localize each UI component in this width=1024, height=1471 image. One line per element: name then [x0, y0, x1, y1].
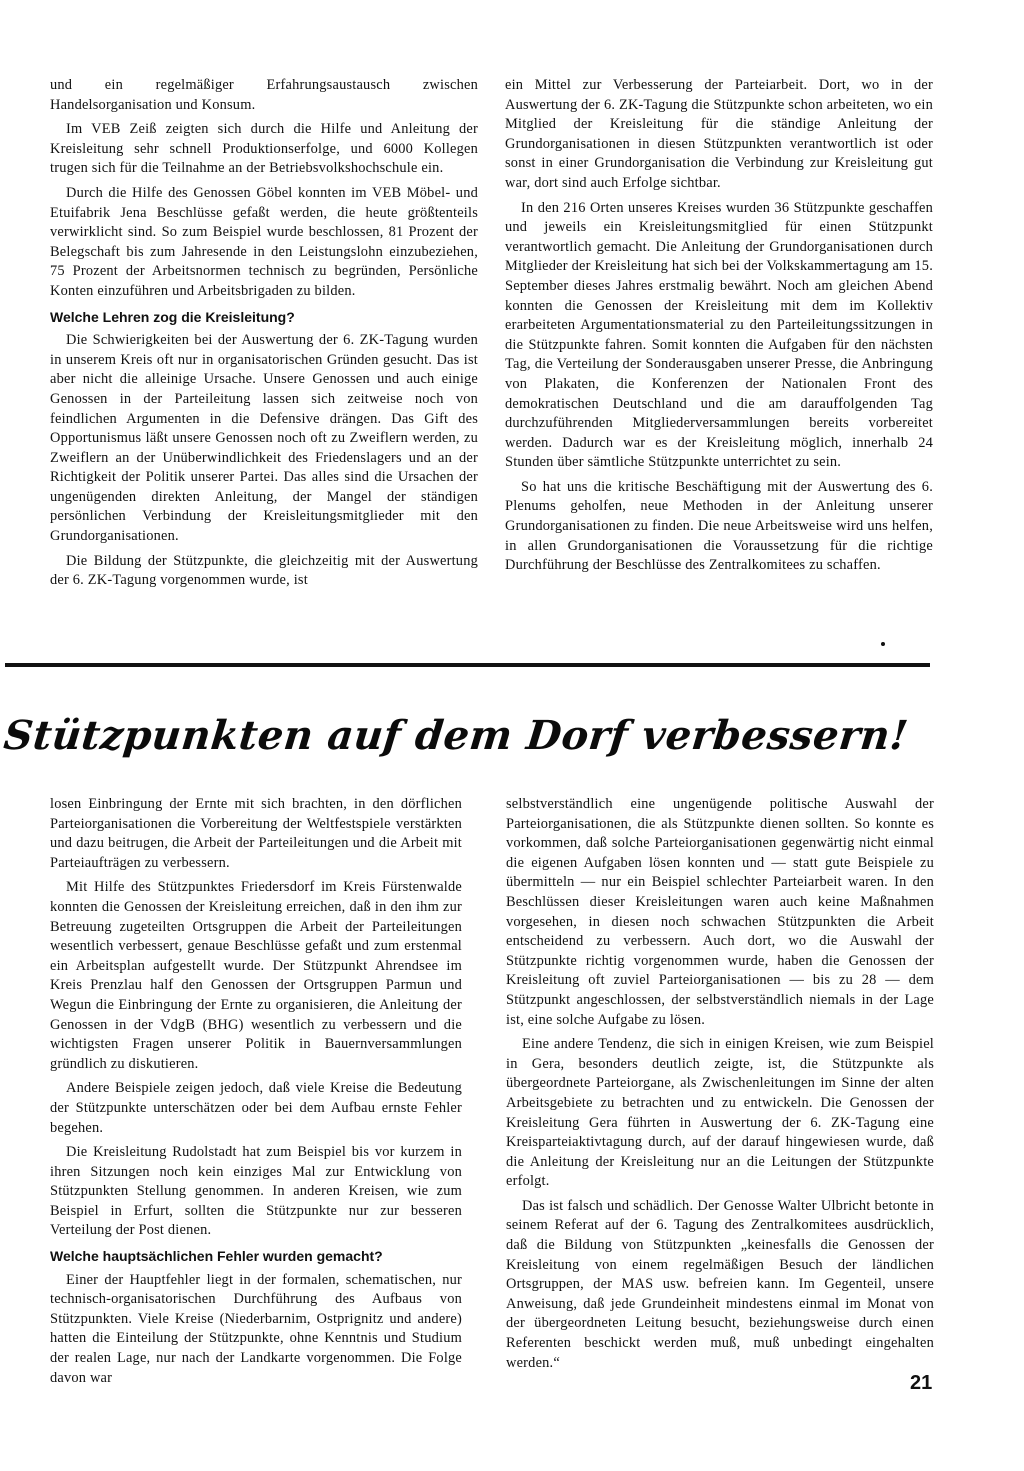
paragraph: losen Einbringung der Ernte mit sich brachten, in den dörflichen Parteiorganisationen die Vorbereitung der Weltfestspiele verstärkten und dazu beitrugen, die Arbeit der Parteileitungen und die Arbeit mit Parteiaufträgen zu verbessern.	[50, 796, 462, 871]
paragraph: In den 216 Orten unseres Kreises wurden 36 Stützpunkte geschaffen und jeweils ein Kreisleitungsmitglied für einen Stützpunkt verantwortlich gemacht. Die Anleitung der Grundorganisationen durch Mitglieder der Kreisleitung hat sich bei der Volkskammertagung am 15. September dieses Jahres erstmalig bewährt. Noch am gleichen Abend konnten die Genossen der Kreisleitung mit dem im Kollektiv erarbeiteten Argumentationsmaterial zu den Parteileitungssitzungen in die Stützpunkte fahren. Somit konnten die Aufgaben für den nächsten Tag, die Verteilung der Sonderausgaben unserer Presse, die Anbringung von Plakaten, die Konferenzen der Nationalen Front des demokratischen Deutschland und die am darauffolgenden Tag durchzuführenden Mitgliederversammlungen bereits vorbereitet werden. Dadurch war es der Kreisleitung möglich, innerhalb 24 Stunden über sämtliche Stützpunkte unterrichtet zu sein.	[505, 199, 933, 471]
paragraph: Das ist falsch und schädlich. Der Genosse Walter Ulbricht betonte in seinem Referat auf der 6. Tagung des Zentralkomitees ausdrücklich, daß die Bildung von Stützpunkten „keinesfalls die Genossen der Kreisleitung von einem regelmäßigen Besuch der ländlichen Ortsgruppen, der MAS usw. befreien kann. Im Gegenteil, unsere Anweisung, daß jede Grundeinheit mindestens einmal im Monat von der übergeordneten Leitung besucht, beziehungsweise durch einen Referenten beschickt werden muß, muß unbedingt eingehalten werden.“	[506, 1197, 934, 1371]
paragraph: Die Kreisleitung Rudolstadt hat zum Beispiel bis vor kurzem in ihren Sitzungen noch kein einziges Mal zur Entwicklung von Stützpunkten Stellung genommen. In anderen Kreisen, wie zum Beispiel in Erfurt, sollten die Stützpunkte nur zur besseren Verteilung der Post dienen.	[50, 1144, 462, 1239]
page-number: 21	[910, 1372, 933, 1394]
paragraph: Andere Beispiele zeigen jedoch, daß viele Kreise die Bedeutung der Stützpunkte unterschätzen oder bei dem Aufbau ernste Fehler begehen.	[50, 1080, 462, 1136]
paragraph: Mit Hilfe des Stützpunktes Friedersdorf im Kreis Fürstenwalde konnten die Genossen der Kreisleitung erreichen, daß in den ihm zur Betreuung zugeteilten Ortsgruppen die Arbeit der Parteileitungen wesentlich verbessert, genaue Beschlüsse gefaßt und zum erstenmal ein Arbeitsplan aufgestellt wurde. Der Stützpunkt Ahrendsee im Kreis Prenzlau half den Genossen der Ortsgruppen Parmun und Wegun die Einbringung der Ernte zu organisieren, die Anleitung der Genossen in der VdgB (BHG) wesentlich zu verbessern und die wichtigsten Fragen unserer Politik in Bauernversammlungen gründlich zu diskutieren.	[50, 879, 462, 1072]
bottom-right-column	[506, 795, 934, 1378]
paragraph: Eine andere Tendenz, die sich in einigen Kreisen, wie zum Beispiel in Gera, besonders deutlich zeigte, ist, die Stützpunkte als übergeordnete Parteiorgane, als Zwischenleitungen im Sinne der alten Arbeitsgebiete zu betrachten und zu entwickeln. Die Genossen der Kreisleitung Gera führten in Auswertung der 6. ZK-Tagung eine Kreisparteiaktivtagung durch, auf der darauf hingewiesen wurde, daß die Anleitung der Kreisleitung nur an die Leitungen der Stützpunkte erfolgt.	[506, 1036, 934, 1190]
section-divider	[5, 663, 930, 667]
paragraph: Einer der Hauptfehler liegt in der formalen, schematischen, nur technisch-organisatorischen Durchführung des Aufbaus von Stützpunkten. Viele Kreise (Niederbarnim, Ostprignitz und andere) hatten die Einteilung der Stützpunkte, ohne Kenntnis und Studium der realen Lage, nur nach der Landkarte vorgenommen. Die Folge davon war	[50, 1271, 462, 1386]
paragraph: ein Mittel zur Verbesserung der Parteiarbeit. Dort, wo in der Auswertung der 6. ZK-Tagung die Stützpunkte schon arbeiteten, wo ein Mitglied der Kreisleitung für die ständige Anleitung der Grundorganisationen in diesen Stützpunkten verantwortlich ist oder sonst in einer Grundorganisation die Verbindung zur Kreisleitung gut war, dort sind auch Erfolge sichtbar.	[505, 77, 933, 191]
top-right-column	[505, 76, 933, 581]
bottom-left-column	[50, 795, 462, 1393]
section-heading: Welche Lehren zog die Kreisleitung?	[50, 308, 295, 325]
paragraph: und ein regelmäßiger Erfahrungsaustausch zwischen Handelsorganisation und Konsum.	[50, 77, 478, 113]
paragraph: Die Bildung der Stützpunkte, die gleichzeitig mit der Auswertung der 6. ZK-Tagung vorgenommen wurde, ist	[50, 552, 478, 589]
top-left-column	[50, 76, 478, 596]
paragraph: Durch die Hilfe des Genossen Göbel konnten im VEB Möbel- und Etuifabrik Jena Beschlüsse gefaßt werden, die heute größtenteils verwirklicht sind. So zum Beispiel wurde beschlossen, 81 Prozent der Belegschaft bis zum Jahresende in den Leistungslohn einzubeziehen, 75 Prozent der Arbeitsnormen technisch zu begründen, Persönliche Konten einzuführen und Arbeitsbrigaden zu bilden.	[50, 184, 478, 299]
article-headline: Stützpunkten auf dem Dorf verbessern!	[1, 712, 911, 759]
paragraph: So hat uns die kritische Beschäftigung mit der Auswertung des 6. Plenums geholfen, neue Methoden in der Anleitung unserer Grundorganisationen zu finden. Die neue Arbeitsweise wird uns helfen, in allen Grundorganisationen die Voraussetzung für die richtige Durchführung der Beschlüsse des Zentralkomitees zu schaffen.	[505, 478, 933, 574]
decorative-dot	[881, 642, 885, 646]
paragraph: selbstverständlich eine ungenügende politische Auswahl der Parteiorganisationen, die als Stützpunkte dienen sollten. So konnte es vorkommen, daß solche Parteiorganisationen gegenwärtig nicht einmal die eigenen Aufgaben lösen konnten und — statt gute Beispiele zu übermitteln — nur ein Beispiel schlechter Parteiarbeit waren. In den Beschlüssen dieser Kreisleitungen waren auch keine Maßnahmen vorgesehen, in diesen noch schwachen Stützpunkten die Arbeit entscheidend zu verbessern. Auch dort, wo die Auswahl der Stützpunkte richtig vorgenommen wurde, haben die Genossen der Kreisleitung oft zuviel Parteiorganisationen — bis zu 28 — dem Stützpunkt angeschlossen, der selbstverständlich niemals in der Lage ist, eine solche Aufgabe zu lösen.	[506, 796, 934, 1028]
paragraph: Im VEB Zeiß zeigten sich durch die Hilfe und Anleitung der Kreisleitung sehr schnell Produktionserfolge, und 6000 Kollegen trugen sich für die Teilnahme an der Betriebsvolkshochschule ein.	[50, 121, 478, 177]
section-heading: Welche hauptsächlichen Fehler wurden gemacht?	[50, 1248, 383, 1265]
paragraph: Die Schwierigkeiten bei der Auswertung der 6. ZK-Tagung wurden in unserem Kreis oft nur in organisatorischen Gründen gesucht. Das ist aber nicht die alleinige Ursache. Unsere Genossen und auch einige Genossen in der Parteileitung lassen sich zeitweise noch von feindlichen Argumenten in die Defensive drängen. Das Gift des Opportunismus läßt unsere Genossen noch oft zu Zweiflern werden, zu Zweiflern an der Unüberwindlichkeit des Friedenslagers und an der Richtigkeit der Politik unserer Partei. Das alles sind die Ursachen der ungenügenden direkten Anleitung, der Mangel der ständigen persönlichen Verbindung der Kreisleitungsmitglieder mit den Grundorganisationen.	[50, 332, 478, 545]
